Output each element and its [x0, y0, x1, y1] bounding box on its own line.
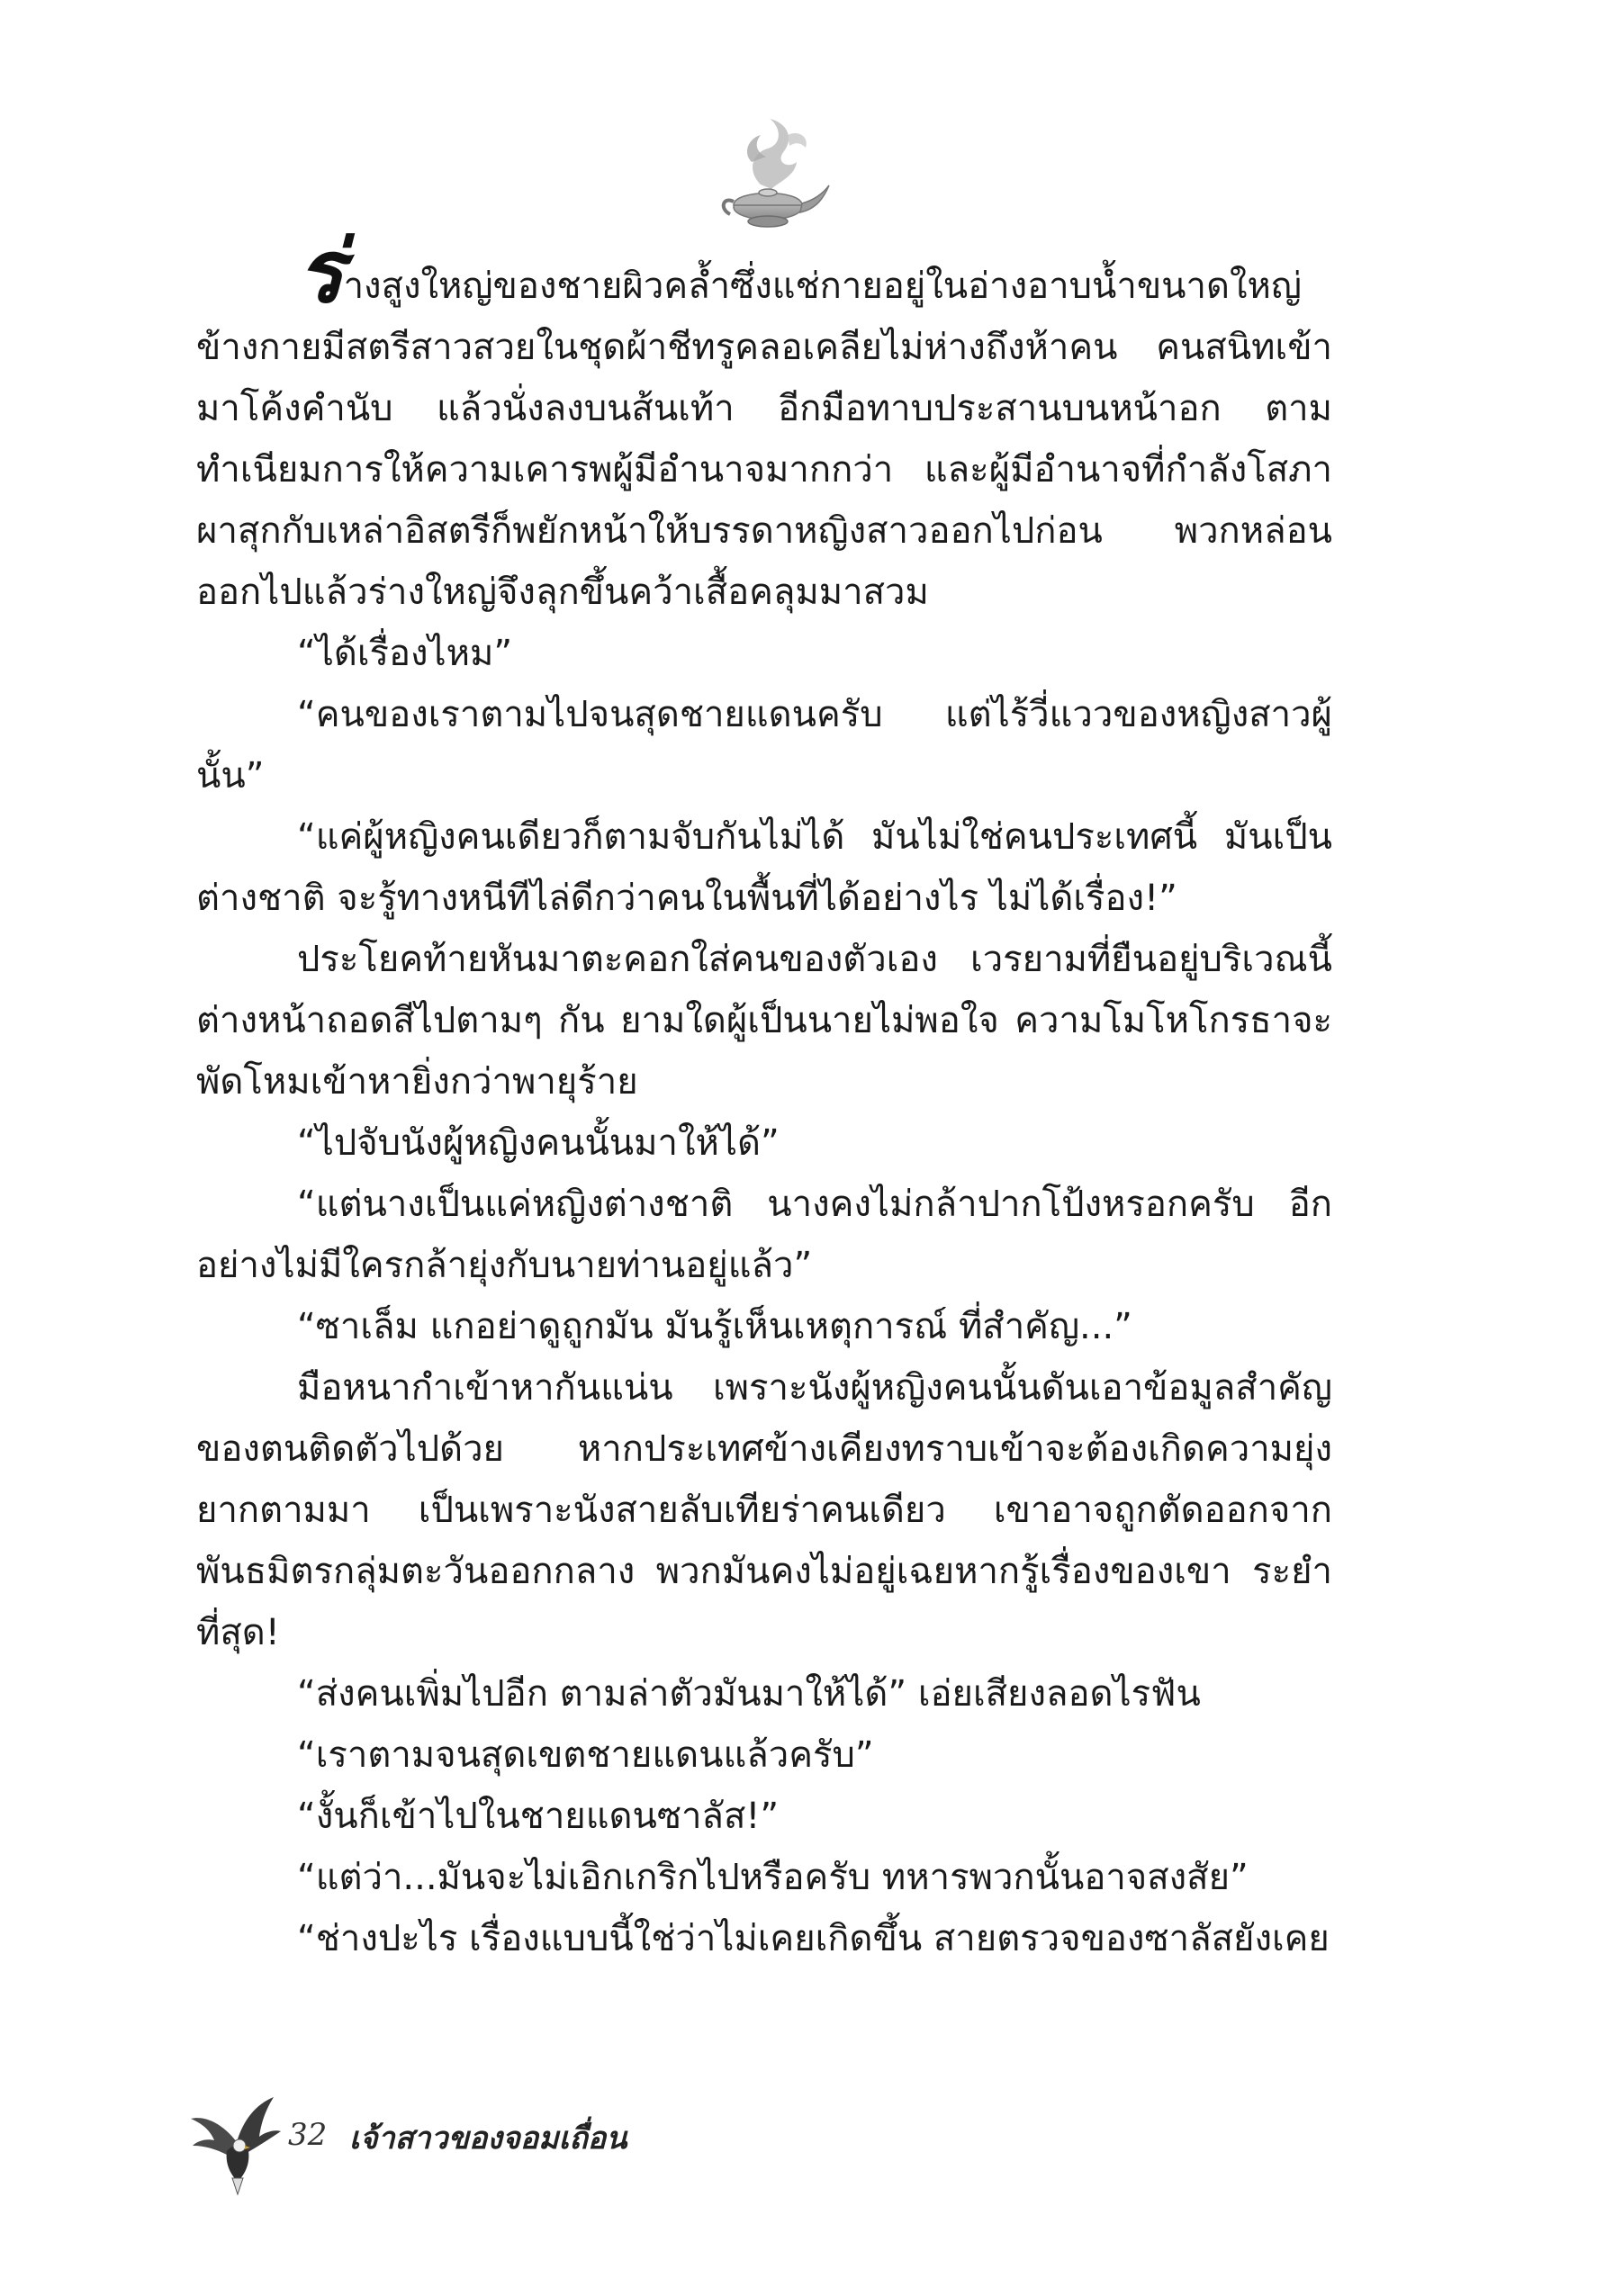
eagle-icon — [187, 2088, 286, 2196]
paragraph: “ซาเล็ม แกอย่าดูถูกมัน มันรู้เห็นเหตุการณ์ ที่สำคัญ...” — [297, 1306, 1132, 1347]
paragraph: “ไปจับนังผู้หญิงคนนั้นมาให้ได้” — [297, 1122, 780, 1164]
magic-lamp-icon — [698, 99, 842, 243]
paragraph-text: างสูงใหญ่ของชายผิวคล้ำซึ่งแช่กายอยู่ในอ่างอาบน้ำขนาดใหญ่ ข้างกายมีสตรีสาวสวยในชุดผ้าชีทรูคลอเคลียไม่ห่างถึงห้าคน คนสนิทเข้ามาโค้งคำนับ แล้วนั่งลงบนส้นเท้า อีกมือทาบประสานบนหน้าอก ตามทำเนียมการให้ความเคารพผู้มีอำนาจมากกว่า และผู้มีอำนาจที่กำลังโสภาผาสุกกับเหล่าอิสตรีก็พยักหน้าให้บรรดาหญิงสาวออกไปก่อน พวกหล่อนออกไปแล้วร่างใหญ่จึงลุกขึ้นคว้าเสื้อคลุมมาสวม — [196, 266, 1332, 613]
paragraph: มือหนากำเข้าหากันแน่น เพราะนังผู้หญิงคนนั้นดันเอาข้อมูลสำคัญของตนติดตัวไปด้วย หากประเทศข้างเคียงทราบเข้าจะต้องเกิดความยุ่งยากตามมา เป็นเพราะนังสายลับเทียร่าคนเดียว เขาอาจถูกตัดออกจากพันธมิตรกลุ่มตะวันออกกลาง พวกมันคงไม่อยู่เฉยหากรู้เรื่องของเขา ระยำที่สุด! — [196, 1367, 1332, 1653]
paragraph: “ได้เรื่องไหม” — [297, 633, 513, 674]
book-title: เจ้าสาวของจอมเถื่อน — [349, 2120, 627, 2156]
paragraph: ประโยคท้ายหันมาตะคอกใส่คนของตัวเอง เวรยามที่ยืนอยู่บริเวณนี้ต่างหน้าถอดสีไปตามๆ กัน ยามใดผู้เป็นนายไม่พอใจ ความโมโหโกรธาจะพัดโหมเข้าหายิ่งกว่าพายุร้าย — [196, 939, 1332, 1103]
page-footer — [187, 2088, 727, 2196]
paragraph: “เราตามจนสุดเขตชายแดนแล้วครับ” — [297, 1734, 874, 1776]
paragraph: “ส่งคนเพิ่มไปอีก ตามล่าตัวมันมาให้ได้” เอ่ยเสียงลอดไรฟัน — [297, 1673, 1201, 1715]
chapter-text — [196, 221, 1332, 1969]
paragraph: “แค่ผู้หญิงคนเดียวก็ตามจับกันไม่ได้ มันไม่ใช่คนประเทศนี้ มันเป็นต่างชาติ จะรู้ทางหนีทีไล่ดีกว่าคนในพื้นที่ได้อย่างไร ไม่ได้เรื่อง!” — [196, 816, 1332, 919]
paragraph: “แต่นางเป็นแค่หญิงต่างชาติ นางคงไม่กล้าปากโป้งหรอกครับ อีกอย่างไม่มีใครกล้ายุ่งกับนายท่านอยู่แล้ว” — [196, 1184, 1332, 1286]
paragraph: “ช่างปะไร เรื่องแบบนี้ใช่ว่าไม่เคยเกิดขึ้น สายตรวจของซาลัสยังเคย — [297, 1918, 1330, 1959]
paragraph — [196, 221, 1332, 623]
paragraph: “คนของเราตามไปจนสุดชายแดนครับ แต่ไร้วี่แววของหญิงสาวผู้นั้น” — [196, 694, 1332, 797]
paragraph: “แต่ว่า...มันจะไม่เอิกเกริกไปหรือครับ ทหารพวกนั้นอาจสงสัย” — [297, 1857, 1249, 1898]
page-number: 32 — [288, 2117, 328, 2153]
paragraph: “งั้นก็เข้าไปในชายแดนซาลัส!” — [297, 1796, 780, 1837]
drop-cap: ร่ — [297, 221, 344, 322]
